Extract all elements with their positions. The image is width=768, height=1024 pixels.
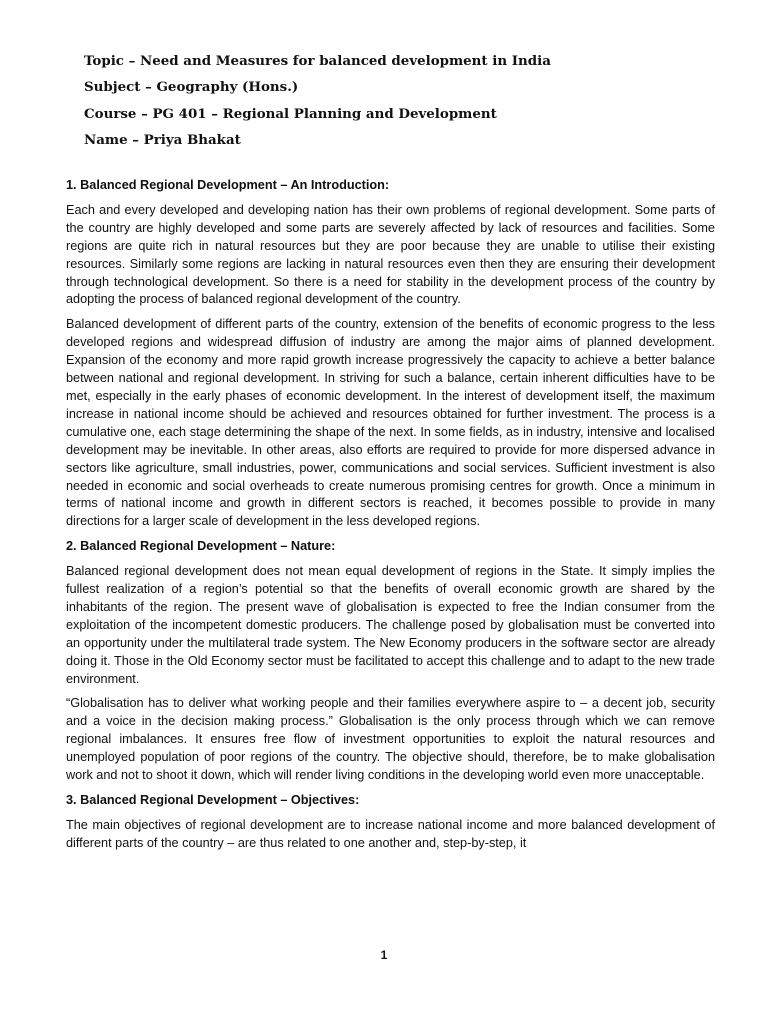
topic-line: Topic – Need and Measures for balanced development in India — [84, 53, 551, 69]
section-heading: 1. Balanced Regional Development – An Introduction: — [66, 178, 390, 192]
section-objectives — [66, 792, 715, 853]
paragraph: Balanced regional development does not mean equal development of regions in the State. It simply implies the fullest realization of a region’s potential so that the benefits of overall economic growth are shared by the inhabitants of the region. The present wave of globalisation is expected to free the Indian consumer from the exploitation of the incompetent domestic producers. The challenge posed by globalisation must be converted into an opportunity under the multilateral trade system. The New Economy producers in the software sector are already doing it. Those in the Old Economy sector must be facilitated to accept this challenge and to adapt to the new trade environment. — [66, 564, 715, 686]
section-heading: 2. Balanced Regional Development – Nature: — [66, 539, 336, 554]
section-nature — [66, 538, 715, 785]
paragraph: “Globalisation has to deliver what working people and their families everywhere aspire to – a decent job, security and a voice in the decision making process.” Globalisation is the only process through which we can remove regional imbalances. It ensures free flow of investment opportunities to exploit the natural resources and unemployed population of poor regions of the country. The objective should, therefore, be to make globalisation work and not to shoot it down, which will render living conditions in the developing world even more unacceptable. — [66, 696, 715, 783]
section-introduction — [66, 177, 715, 531]
page-number: 1 — [380, 948, 388, 962]
paragraph: Balanced development of different parts of the country, extension of the benefits of economic progress to the less developed regions and widespread diffusion of industry are among the major aims of planned development. Expansion of the economy and more rapid growth increase progressively the capacity to achieve a better balance between national and regional development. In striving for such a balance, certain inherent difficulties have to be met, especially in the early phases of economic development. In the interest of development itself, the maximum increase in national income should be achieved and resources obtained for further investment. The process is a cumulative one, each stage determining the shape of the next. In some fields, as in industry, intensive and localised development may be inevitable. In other areas, also efforts are required to provide for more dispersed advance in sectors like agriculture, small industries, power, communications and social services. Sufficient investment is also needed in economic and social overheads to create numerous promising centres for growth. Once a minimum in terms of national income and growth in different sectors is reached, it becomes possible to provide in many directions for a larger scale of development in the less developed regions. — [66, 317, 715, 529]
course-line: Course – PG 401 – Regional Planning and Development — [84, 105, 497, 122]
paragraph: Each and every developed and developing nation has their own problems of regional development. Some parts of the country are highly developed and some parts are severely affected by lack of resources and facilities. Some regions are quite rich in natural resources but they are poor because they are unable to utilise their existing resources. Similarly some regions are lacking in natural resources even then they are ensuring their development through technological development. So there is a need for stability in the development process of the country by adopting the process of balanced regional development of the country. — [66, 202, 715, 307]
document-header — [84, 51, 684, 156]
section-heading: 3. Balanced Regional Development – Objectives: — [66, 793, 360, 807]
paragraph: The main objectives of regional development are to increase national income and more balanced development of different parts of the country – are thus related to one another and, step-by-step, it — [66, 817, 715, 850]
name-line: Name – Priya Bhakat — [84, 131, 241, 148]
subject-line: Subject – Geography (Hons.) — [84, 79, 299, 96]
document-body — [66, 177, 715, 853]
